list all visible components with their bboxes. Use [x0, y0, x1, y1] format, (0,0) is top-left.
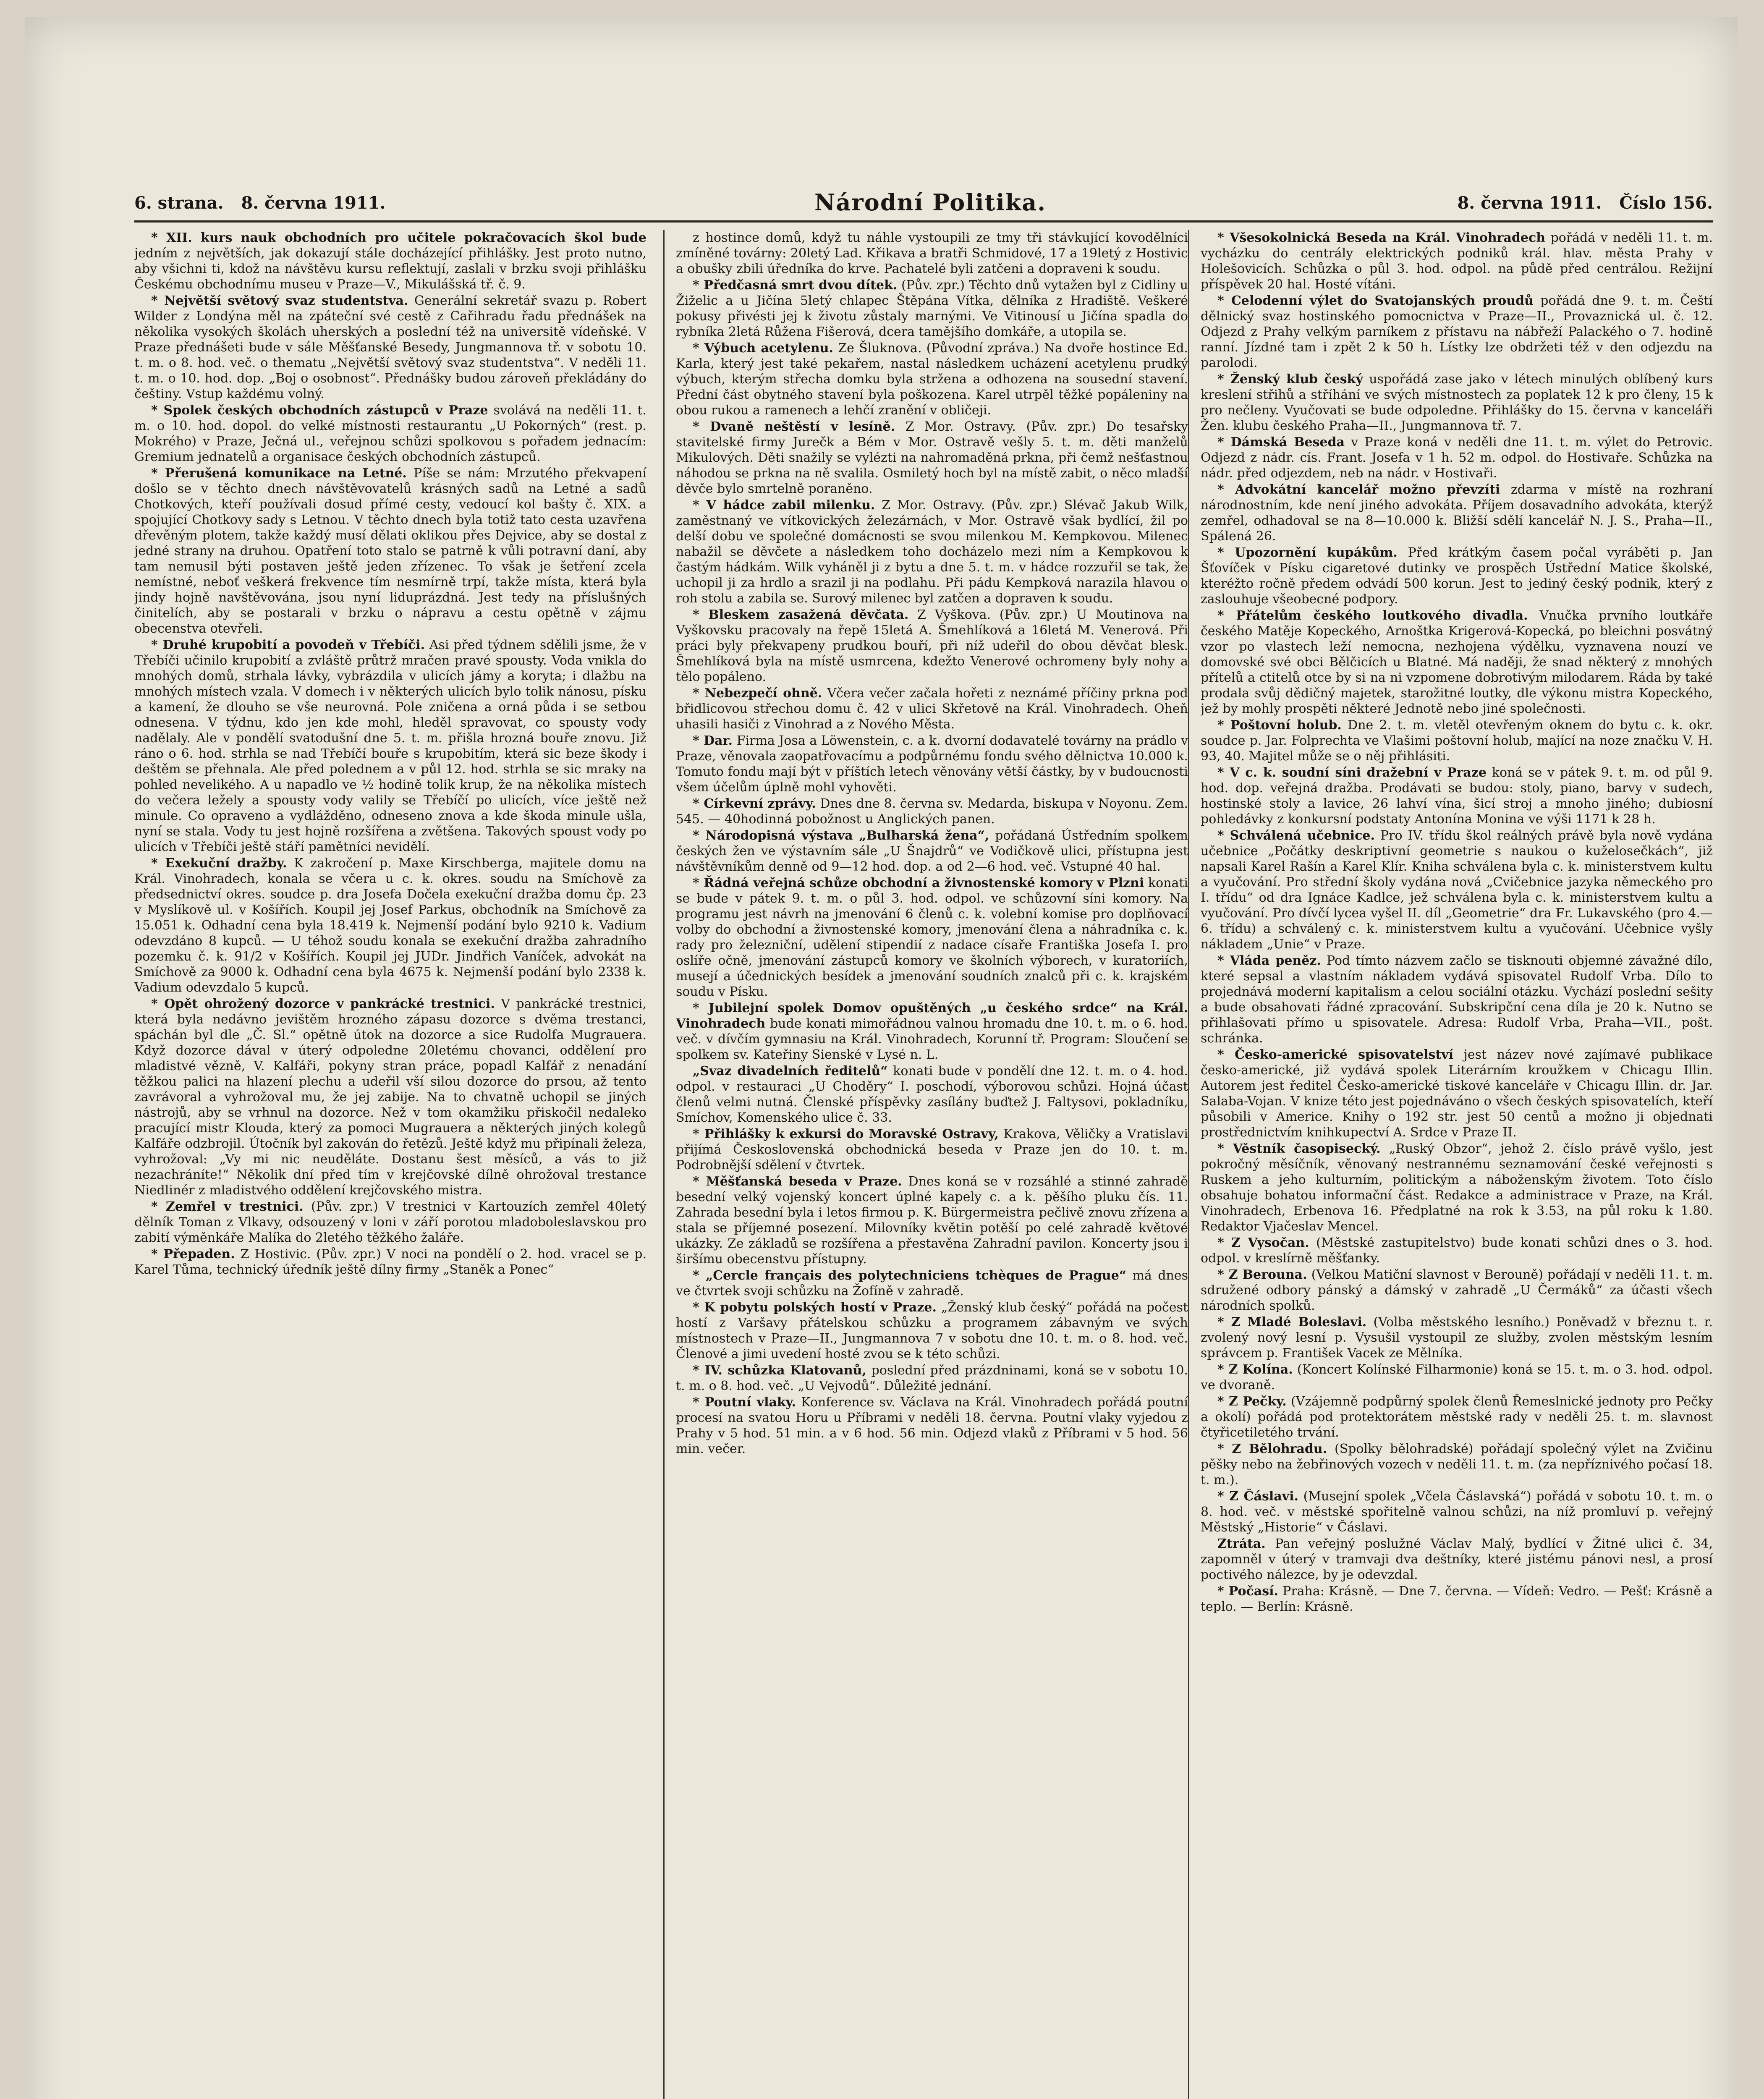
news-body: konati bude v pondělí dne 12. t. m. o 4. hod. odpol. v restauraci „U Choděry“ I. poschodí, výborovou schůzi. Hojná účast členů velmi nutná. Členské příspěvky zasílány buďtež J. Faltysovi, pokladníku, Smíchov, Komenského ulice č. 33. — [676, 1064, 1188, 1125]
news-body: (Volba městského lesního.) Poněvadž v březnu t. r. zvolený nový lesní p. Vysušil vystoupil ze služby, zvolen městským lesním správcem p. František Vacek ze Mělníka. — [1201, 1315, 1713, 1361]
news-body: pořádá dne 9. t. m. Čeští dělnický svaz hostinského pomocnictva v Praze—II., Provaznická ul. č. 12. Odjezd z Prahy velkým parníkem z přístavu na nábřeží Palackého o 7. hodině ranní. Jízdné tam i zpět 2 k 50 h. Lístky lze obdržeti též v den odjezdu na parolodi. — [1201, 293, 1713, 370]
news-item — [676, 277, 1188, 340]
news-headline: * Opět ohrožený dozorce v pankrácké trestnici. — [151, 997, 495, 1011]
news-item — [676, 733, 1188, 795]
news-body: K zakročení p. Maxe Kirschberga, majitele domu na Král. Vinohradech, konala se včera u c. k. okres. soudu na Smíchově za předsednictví okres. soudce p. dra Josefa Dočela exekuční dražba domu čp. 23 v Myslíkově ul. v Košířích. Koupil jej Josef Parkus, obchodník na Smíchově za 15.051 k. Odhadní cena byla 18.419 k. Nejmenší podání bylo 9210 k. Vadium odevzdáno 8 kupců. — U téhož soudu konala se exekuční dražba zahradního pozemku č. k. 91/2 v Košířích. Koupil jej JUDr. Jindřich Vaníček, advokát na Smíchově za 9000 k. Odhadní cena byla 4675 k. Nejmenší podání bylo 2338 k. Vadium odevzdalo 5 kupců. — [134, 856, 646, 995]
news-item — [1201, 293, 1713, 371]
page-number: 6. strana. — [134, 193, 224, 213]
news-item — [676, 1000, 1188, 1063]
news-headline: * Česko-americké spisovatelství — [1217, 1047, 1454, 1062]
news-body: Pan veřejný poslužné Václav Malý, bydlící v Žitné ulici č. 34, zapomněl v úterý v tramvaji dva deštníky, které jistému pánovi nesl, a prosí poctivého nálezce, by je odevzdal. — [1201, 1536, 1713, 1582]
news-headline: „Svaz divadelních ředitelů“ — [693, 1064, 888, 1078]
column-2 — [676, 230, 1188, 2099]
news-item — [134, 403, 646, 465]
news-item — [676, 796, 1188, 827]
news-item — [134, 1199, 646, 1246]
news-body: „Ruský Obzor“, jehož 2. číslo právě vyšlo, jest pokročný měsíčník, věnovaný nestrannému seznamování české veřejnosti s Ruskem a jeho kulturním, politickým a náboženským životem. Toto číslo obsahuje bohatou informační část. Redakce a administrace v Praze, na Král. Vinohradech, Erbenova 16. Předplatné na rok k 3.53, na půl roku k 1.80. Redaktor Vjačeslav Mencel. — [1201, 1141, 1713, 1234]
news-headline: * Nebezpečí ohně. — [693, 686, 822, 701]
news-body: Krakova, Věličky a Vratislavi přijímá Československá obchodnická beseda v Praze jen do 10. t. m. Podrobnější sdělení v čtvrtek. — [676, 1127, 1188, 1173]
news-headline: * Poutní vlaky. — [693, 1395, 796, 1410]
news-item — [676, 497, 1188, 606]
news-body: pořádaná Ústředním spolkem českých žen ve výstavním sále „U Šnajdrů“ ve Vodičkově ulici, přístupna jest návštěvníkům denně od 9—12 hod. dop. a od 2—6 hod. več. Vstupné 40 hal. — [676, 828, 1188, 874]
news-item — [1201, 1314, 1713, 1361]
news-headline: * Upozornění kupákům. — [1217, 545, 1398, 560]
news-headline: * Schválená učebnice. — [1217, 828, 1375, 843]
news-headline: * Přepaden. — [151, 1247, 235, 1261]
news-headline: * Bleskem zasažená děvčata. — [693, 607, 909, 622]
news-headline: * Z Bělohradu. — [1217, 1442, 1327, 1456]
news-body: (Koncert Kolínské Filharmonie) koná se 15. t. m. o 3. hod. odpol. ve dvoraně. — [1201, 1362, 1713, 1392]
news-headline: * Měšťanská beseda v Praze. — [693, 1174, 902, 1189]
news-headline: * Z Pečky. — [1217, 1394, 1287, 1409]
news-body: Pod tímto názvem začlo se tisknouti objemné závažné dílo, které sepsal a vlastním nákladem vydává spisovatel Rudolf Vrba. Dílo to projednává moderní kapitalism a celou sociální otázku. Vychází poslední sešity a bude obsahovati řádné zpracování. Subskripční cena díla je 20 k. Nutno se přihlašovati přímo u spisovatele. Adresa: Rudolf Vrba, Praha—VII., pošt. schránka. — [1201, 953, 1713, 1046]
news-item — [134, 230, 646, 292]
issue-number: Číslo 156. — [1619, 193, 1713, 213]
news-body: zdarma v místě na rozhraní národnostním, kde není jiného advokáta. Příjem dosavadního advokáta, kterýž zemřel, odhadoval se na 8—10.000 k. Bližší sdělí kancelář N. J. S., Praha—II., Spálená 26. — [1201, 482, 1713, 544]
news-body: Píše se nám: Mrzutého překvapení došlo se v těchto dnech návštěvovatelů krásných sadů na Letné a sadů Chotkových, kteří používali dosud přímé cesty, vedoucí kol bašty č. XIX. a spojující Chotkovy sady s Letnou. V těchto dnech byla totiž tato cesta uzavřena dřevěným plotem, takže každý musí dělati oklikou přes Dejvice, aby se dostal z jedné strany na druhou. Opatření toto stalo se patrně k vůli potravní daní, aby tam nemusil býti postaven ještě jeden zřízenec. To však je šetření zcela nemístné, neboť veškerá frekvence tím nesmírně trpí, takže místa, která byla jindy hojně navštěvována, jsou nyní liduprázdná. Jest tedy na příslušných činitelích, aby se postarali v brzku o nápravu a cestu opětně v zájmu obecenstva otevřeli. — [134, 466, 646, 636]
news-item — [1201, 765, 1713, 827]
news-body: svolává na neděli 11. t. m. o 10. hod. dopol. do velké místnosti restaurantu „U Pokorných“ (rest. p. Mokrého) v Praze, Ječná ul., veřejnou schůzi spolkovou s pořadem jednacím: Gremium jednatelů a organisace českých obchodních zástupců. — [134, 403, 646, 464]
news-body: pořádá v neděli 11. t. m. vycházku do centrály elektrických podniků král. hlav. města Prahy v Holešovicích. Schůzka o půl 3. hod. odpol. na půdě před centrálou. Režijní příspěvek 20 hal. Hosté vítáni. — [1201, 230, 1713, 292]
page-header — [134, 185, 1713, 218]
news-headline: * Počasí. — [1217, 1584, 1278, 1599]
news-item — [676, 340, 1188, 418]
news-body: Praha: Krásně. — Dne 7. června. — Vídeň: Vedro. — Pešť: Krásně a teplo. — Berlín: Krásně. — [1201, 1584, 1713, 1614]
news-headline: * Z Mladé Boleslavi. — [1217, 1315, 1367, 1330]
news-headline: * IV. schůzka Klatovanů, — [693, 1363, 866, 1378]
news-item — [1201, 545, 1713, 607]
news-headline: * Všesokolnická Beseda na Král. Vinohradech — [1217, 230, 1546, 245]
news-body: (Velkou Matiční slavnost v Berouně) pořádají v neděli 11. t. m. sdružené odbory pánský a dámský v zahradě „U Čermáků“ za účasti všech národních spolků. — [1201, 1267, 1713, 1313]
news-headline: * Největší světový svaz studentstva. — [151, 293, 408, 308]
news-headline: * Dar. — [693, 733, 733, 748]
news-body: Asi před týdnem sdělili jsme, že v Třebíči učinilo krupobití a zvláště průtrž mračen pravé spousty. Voda vnikla do mnohých domů, strhala lávky, vybrázdila v ulicích jámy a koryta; i dlažbu na mnohých místech vzala. V domech i v některých ulicích bylo tolik nánosu, písku a kamení, že dlouho se vše neurovná. Pole zničena a orná půda i se setbou odnesena. V týdnu, kdo jen kde mohl, hleděl spravovat, co spousty vody nadělaly. Ale v pondělí svatodušní dne 5. t. m. přišla hrozná bouře znovu. Již ráno o 6. hod. strhla se nad Třebíčí bouře s krupobitím, která sic beze škody i deštěm se přehnala. Ale před polednem a v půl 12. hod. strhla se sic mraky na pohled nevelikého. A u napadlo ve ½ hodině tolik krup, že na několika místech do večera ležely a spousty vody valily se Třebíčí po ulicích, více ještě než minule. Co opraveno a vydlážděno, odneseno znova a kde škoda minule ušla, nyní se stala. Vody tu jest hojně rozšířena a zvětšena. Takových spoust vody po ulicích v Třebíči ještě stáří pamětníci nevidělí. — [134, 638, 646, 854]
news-body: Z Vyškova. (Pův. zpr.) U Moutinova na Vyškovsku pracovaly na řepě 15letá A. Šmehlíková a 16letá M. Venerová. Při práci byly překvapeny prudkou bouří, při níž udeřil do obou děvčat blesk. Šmehlíková byla na místě usmrcena, kdežto Venerové ochromeny byly nohy a tělo popáleno. — [676, 607, 1188, 684]
news-headline: * Výbuch acetylenu. — [693, 341, 833, 356]
news-body: Ze Šluknova. (Původní zpráva.) Na dvoře hostince Ed. Karla, který jest také pekařem, nastal následkem ucházení acetylenu prudký výbuch, kterým střecha domku byla stržena a odhozena na sousední stavení. Přední část obytného stavení byla poškozena. Karel utrpěl těžké popáleniny na obou rukou a ramenech a lehčí zranění v obličeji. — [676, 341, 1188, 418]
news-headline: * Předčasná smrt dvou dítek. — [693, 278, 898, 293]
news-item — [676, 1363, 1188, 1394]
news-item — [676, 419, 1188, 497]
news-headline: * K pobytu polských hostí v Praze. — [693, 1300, 937, 1315]
news-body: (Vzájemně podpůrný spolek členů Řemeslnické jednoty pro Pečky a okolí) pořádá pod protektorátem městské rady v neděli 25. t. m. slavnost čtyřicetiletého trvání. — [1201, 1394, 1713, 1440]
news-item — [676, 828, 1188, 874]
header-date-right: 8. června 1911. — [1457, 193, 1602, 213]
news-body: V pankrácké trestnici, která byla nedávno jevištěm hrozného zápasu dozorce s dvěma trestanci, spáchán byl dle „Č. Sl.“ opětně útok na dozorce a sice Rudolfa Mugrauera. Když dozorce dával v úterý odpoledne 20letému chovanci, oddělení pro mladistvé vězně, V. Kalfáři, pokyny stran práce, popadl Kalfář z nenadání těžkou palici na hlazení plechu a udeřil vší silou dozorce do prsou, až tento zavrávoral a vyhrožoval mu, že jej zabije. Na to chvatně uchopil se jiných nástrojů, aby se vrhnul na dozorce. Než v tom okamžiku přiskočil nedaleko pracující mistr Klouda, který za pomoci Mugrauera a některých jiných kolegů Kalfáře odzbrojil. Útočník byl zakován do řetězů. Ještě když mu připínali železa, vyhrožoval: „Vy mi nic neuděláte. Dostanu šest měsíců, a vás to již nezachráníte!“ Několik dní před tím v krejčovské dílně ohrožoval trestance Niedlinér z mladistvého oddělení krejčovského mistra. — [134, 997, 646, 1198]
news-headline: * Celodenní výlet do Svatojanských proudů — [1217, 293, 1534, 308]
news-item — [676, 1063, 1188, 1125]
newspaper-title: Národní Politika. — [814, 189, 1047, 216]
news-headline: * Ženský klub český — [1217, 372, 1363, 387]
news-item — [1201, 1047, 1713, 1140]
news-item — [1201, 1362, 1713, 1393]
news-headline: * Jubilejní spolek Domov opuštěných „u českého srdce“ na Král. Vinohradech — [676, 1001, 1188, 1031]
column-divider — [1188, 230, 1189, 2099]
news-item — [1201, 608, 1713, 717]
news-body: konati se bude v pátek 9. t. m. o půl 3. hod. odpol. ve schůzovní síni komory. Na programu jest návrh na jmenování 6 členů c. k. volební komise pro doplňovací volby do obchodní a živnostenské komory, jmenování člena a náhradníka c. k. rady pro železniční, udělení stipendií z nadace císaře Františka Josefa I. pro oslíře očně, jmenování zástupců komory ve školních výborech, v kuratoriích, musejí a účednických besídek a jmenování soudních znalců při c. k. krajském soudu v Písku. — [676, 876, 1188, 999]
news-headline: * Národopisná výstava „Bulharská žena“, — [693, 828, 989, 843]
news-body: jedním z největších, jak dokazují stále docházející přihlášky. Jest proto nutno, aby všichni ti, kdož na návštěvu kursu reflektují, zaslali v brzku svoji přihlášku Českému obchodnímu museu v Praze—V., Mikulášská tř. č. 9. — [134, 246, 646, 292]
news-body: Dnes koná se v rozsáhlé a stinné zahradě besední velký vojenský koncert úplné kapely c. a k. pěšího pluku čís. 11. Zahrada besední byla i letos firmou p. K. Bürgermeistra pečlivě znovu zřízena a stala se příjemné posezení. Milovníky květin potěší po celé zahradě květové ukázky. Ze základů se rozšířena a přestavěna Zahradní pavilon. Koncerty jsou i širšímu obecenstvu přístupny. — [676, 1174, 1188, 1267]
news-body: Generální sekretář svazu p. Robert Wilder z Londýna měl na zpáteční své cestě z Cařihradu řadu přednášek na několika vysokých školách uherských a poslední též na universitě vídeňské. V Praze přednášeti bude v sále Měšťanské Besedy, Jungmannova tř. v sobotu 10. t. m. o 8. hod. več. o thematu „Největší světový svaz studentstva“. V neděli 11. t. m. o 10. hod. dop. „Boj o osobnost“. Přednášky budou zároveň překládány do češtiny. Vstup každému volný. — [134, 293, 646, 401]
news-item — [676, 1395, 1188, 1457]
news-headline: * „Cercle français des polytechniciens tchèques de Prague“ — [693, 1268, 1127, 1283]
news-item — [1201, 1267, 1713, 1314]
news-item — [1201, 717, 1713, 764]
news-item — [676, 686, 1188, 732]
news-body: Konference sv. Václava na Král. Vinohradech pořádá poutní procesí na svatou Horu u Příbrami v neděli 18. června. Poutní vlaky vyjedou z Prahy v 5 hod. 51 min. a v 6 hod. 56 min. Odjezd vlaků z Příbrami v 5 hod. 56 min. večer. — [676, 1395, 1188, 1456]
news-item — [676, 1300, 1188, 1362]
news-item — [676, 1126, 1188, 1173]
news-headline: * Dvaně neštěstí v lesíně. — [693, 419, 895, 434]
news-body: (Pův. zpr.) V trestnici v Kartouzích zemřel 40letý dělník Toman z Vlkavy, odsouzený v loni v září porotou mladoboleslavskou pro zabití výměnkáře Malíka do 2letého těžkého žaláře. — [134, 1199, 646, 1245]
news-headline: * Spolek českých obchodních zástupců v Praze — [151, 403, 488, 418]
news-item — [676, 230, 1188, 277]
news-headline: * Přihlášky k exkursi do Moravské Ostravy, — [693, 1127, 999, 1141]
news-headline: * Advokátní kancelář možno převzíti — [1217, 482, 1500, 497]
column-1 — [134, 230, 646, 2099]
news-headline: * Exekuční dražby. — [151, 856, 287, 871]
news-headline: * Z Vysočan. — [1217, 1235, 1309, 1250]
news-item — [134, 856, 646, 995]
news-body: bude konati mimořádnou valnou hromadu dne 10. t. m. o 6. hod. več. v dívčím gymnasiu na Král. Vinohradech, Korunní tř. Program: Sloučení se spolkem sv. Kateřiny Sienské v Lysé n. L. — [676, 1016, 1188, 1062]
news-body: Z Mor. Ostravy. (Pův. zpr.) Do tesařsky stavitelské firmy Jurečk a Bém v Mor. Ostravě vešly 5. t. m. děti manželů Mikulových. Děti snažily se vylézti na nahromaděná prkna, při čemž nešťastnou náhodou se prkna na ně svalila. Osmiletý hoch byl na místě zabit, o něco mladší děvče bylo smrtelně poraněno. — [676, 419, 1188, 496]
news-item — [134, 466, 646, 636]
news-body: Dnes dne 8. června sv. Medarda, biskupa v Noyonu. Zem. 545. — 40hodinná pobožnost u Anglických panen. — [676, 796, 1188, 827]
news-item — [1201, 372, 1713, 434]
news-body: Vnučka prvního loutkáře českého Matěje Kopeckého, Arnoštka Krigerová-Kopecká, po bleichni posvátný vzor po vlastech leží nemocna, nezhojena výdělku, vyznavena nouzí ve domovské své obci Bělčicích u Blatné. Má naději, že snad některý z mnohých přítelů a ctitelů otce by si na ni vzpomene dobrotivým milodarem. Ráda by také prodala svůj dědičný majetek, starožitné loutky, dle výkonu mistra Kopeckého, jež by mohly prospěti některé Jednotě nebo jiné společnosti. — [1201, 608, 1713, 716]
news-body: koná se v pátek 9. t. m. od půl 9. hod. dop. veřejná dražba. Prodávati se budou: stoly, piano, barvy v sudech, hostinské stoly a lavice, 26 lahví vína, šicí stroj a mnoho jiného; dubiosní pohledávky z konkursní podstaty Antonína Monina ve výši 1171 k 28 h. — [1201, 765, 1713, 827]
news-body: v Praze koná v neděli dne 11. t. m. výlet do Petrovic. Odjezd z nádr. cís. Frant. Josefa v 1 h. 52 m. odpol. do Hostivaře. Schůzka na nádr. před odjezdem, neb na nádr. v Hostivaři. — [1201, 435, 1713, 481]
news-body: (Spolky bělohradské) pořádají společný výlet na Zvičinu pěšky nebo na žebřinových vozech v neděli 11. t. m. (za nepříznivého počasí 18. t. m.). — [1201, 1442, 1713, 1487]
news-headline: * Poštovní holub. — [1217, 718, 1342, 733]
news-item — [676, 607, 1188, 685]
news-headline: * Přerušená komunikace na Letné. — [151, 466, 407, 481]
news-item — [134, 996, 646, 1198]
header-date-left: 8. června 1911. — [241, 193, 386, 213]
header-left — [134, 193, 385, 213]
news-item — [1201, 482, 1713, 544]
news-body: poslední před prázdninami, koná se v sobotu 10. t. m. o 8. hod. več. „U Vejvodů“. Důležité jednání. — [676, 1363, 1188, 1393]
news-body: uspořádá zase jako v létech minulých oblíbený kurs kreslení střihů a stříhání ve svých místnostech za poplatek 12 k pro členy, 15 k pro nečleny. Vyučovati se bude odpoledne. Přihlášky do 15. června v kanceláři Žen. klubu českého Praha—II., Jungmannova tř. 7. — [1201, 372, 1713, 433]
news-headline: * Z Kolína. — [1217, 1362, 1293, 1377]
news-item — [1201, 1141, 1713, 1234]
column-divider — [663, 230, 665, 2099]
news-body: (Pův. zpr.) Těchto dnů vytažen byl z Cidliny u Žiželic a u Jičína 5letý chlapec Štěpána Vítka, dělníka z Hradiště. Veškeré pokusy přivésti jej k životu zůstaly marnými. Ve Vitinousí u Jičína spadla do rybníka 2letá Růžena Fišerová, dcera tamějšího domkáře, a utopila se. — [676, 278, 1188, 339]
news-body: „Ženský klub český“ pořádá na počest hostí z Varšavy přátelskou schůzku a programem zábavným ve svých místnostech v Praze—II., Jungmannova 7 v sobotu dne 10. t. m. o 8. hod. več. Členové a jimi uvedení hosté zvou se k této schůzi. — [676, 1300, 1188, 1361]
news-body: Dne 2. t. m. vletěl otevřeným oknem do bytu c. k. okr. soudce p. Jar. Folprechta ve Vlašimi poštovní holub, mající na noze značku V. H. 93, 40. Majitel může se o něj přihlásiti. — [1201, 718, 1713, 764]
news-item — [134, 1246, 646, 1277]
news-body: (Musejní spolek „Včela Čáslavská“) pořádá v sobotu 10. t. m. o 8. hod. več. v městské spořitelně valnou schůzi, na níž promluví p. veřejný Městský „Historie“ v Čáslavi. — [1201, 1489, 1713, 1535]
news-item — [134, 637, 646, 855]
news-headline: * Z Čáslavi. — [1217, 1489, 1298, 1504]
news-body: Z Mor. Ostravy. (Pův. zpr.) Slévač Jakub Wilk, zaměstnaný ve vítkovických železárnách, v Mor. Ostravě však bydlící, žil po delší dobu ve společné domácnosti se svou milenkou M. Kempkovou. Milenec nabažil se děvčete a následkem toho docházelo mezi ním a Kempkovou k častým hádkám. Wilk vyháněl ji z bytu a dne 5. t. m. v hádce rozzuřil se tak, že uchopil ji za hrdlo a srazil ji na podlahu. Při pádu Kempková narazila hlavou o roh stolu a zabila se. Surový milenec byl zatčen a dopraven k soudu. — [676, 498, 1188, 606]
news-body: (Městské zastupitelstvo) bude konati schůzi dnes o 3. hod. odpol. v kreslírně měšťanky. — [1201, 1235, 1713, 1266]
news-item — [1201, 1536, 1713, 1583]
news-item — [1201, 1235, 1713, 1266]
header-rule — [134, 220, 1713, 222]
news-body: Z Hostivic. (Pův. zpr.) V noci na pondělí o 2. hod. vracel se p. Karel Tůma, technický úředník ještě dílny firmy „Staněk a Ponec“ — [134, 1247, 646, 1277]
news-headline: * V c. k. soudní síni dražební v Praze — [1217, 765, 1487, 780]
news-headline: * Církevní zprávy. — [693, 796, 816, 811]
news-item — [1201, 230, 1713, 292]
news-item — [1201, 1441, 1713, 1488]
news-body: Pro IV. třídu škol reálných právě byla nově vydána učebnice „Počátky deskriptivní geometrie s naukou o kuželosečkách“, již napsali Karel Rašín a Karel Klír. Kniha schválena byla c. k. ministerstvem kultu a vyučování. Pro střední školy vydána nová „Cvičebnice jazyka německého pro I. třídu“ od dra Ignáce Kadlce, jež schválena byla c. k. ministerstvem kultu a vyučování. Pro dívčí lycea vyšel II. díl „Geometrie“ dra Fr. Lukavského (pro 4.—6. třídu) a schválený c. k. ministerstvem kultu a vyučování. Učebnice vyšly nákladem „Unie“ v Praze. — [1201, 828, 1713, 952]
news-item — [1201, 828, 1713, 952]
news-item — [1201, 1583, 1713, 1615]
news-body: jest název nové zajímavé publikace česko-americké, již vydává spolek Literárním kroužkem v Chicagu Illin. Autorem jest ředitel Česko-americké tiskové kanceláře v Chicagu Illin. dr. Jar. Salaba-Vojan. V knize této jest pojednáváno o všech českých spisovatelích, kteří působili v Americe. Knihy o 192 str. jest 50 centů a možno ji objednati prostřednictvím knihkupectví A. Srdce v Praze II. — [1201, 1047, 1713, 1140]
news-headline: * V hádce zabil milenku. — [693, 498, 875, 513]
news-item — [676, 875, 1188, 1000]
news-body: Před krátkým časem počal vyráběti p. Jan Šťovíček v Písku cigaretové dutinky ve prospěch Ústřední Matice školské, kteréžto ročně předem odvádí 500 korun. Jest to jediný český podnik, který z zaslouhuje všeobecné podpory. — [1201, 545, 1713, 607]
news-body: má dnes ve čtvrtek svoji schůzku na Žofíně v zahradě. — [676, 1268, 1188, 1298]
news-item — [1201, 953, 1713, 1046]
news-item — [1201, 434, 1713, 481]
news-headline: Ztráta. — [1217, 1536, 1266, 1551]
news-body: z hostince domů, když tu náhle vystoupili ze tmy tři stávkující kovodělníci zmíněné továrny: 20letý Lad. Křikava a bratři Schmidové, 17 a 19letý z Hostivic a obušky zbili úředníka do krve. Pachatelé byli zatčeni a dopraveni k soudu. — [676, 230, 1188, 276]
news-headline: * Přátelům českého loutkového divadla. — [1217, 608, 1528, 623]
news-headline: * Zemřel v trestnici. — [151, 1199, 304, 1214]
news-body: Včera večer začala hořeti z neznámé příčiny prkna pod břidlicovou střechou domu č. 42 v ulici Skřetově na Král. Vinohradech. Oheň uhasili hasiči z Vinohrad a z Nového Města. — [676, 686, 1188, 732]
news-item — [1201, 1394, 1713, 1440]
news-headline: * Věstník časopisecký. — [1217, 1141, 1381, 1156]
news-headline: * Vláda peněz. — [1217, 953, 1321, 968]
news-body: Firma Josa a Löwenstein, c. a k. dvorní dodavatelé továrny na prádlo v Praze, věnovala zaopatřovacímu a podpůrnému fondu svého dělnictva 10.000 k. Tomuto fondu mají být v příštích letech věnovány větší částky, by v budoucnosti všem účelům úplně mohl vyhověti. — [676, 733, 1188, 795]
news-headline: * Z Berouna. — [1217, 1267, 1307, 1282]
header-right — [1457, 193, 1713, 213]
column-3 — [1201, 230, 1713, 2099]
news-headline: * Řádná veřejná schůze obchodní a živnostenské komory v Plzni — [693, 876, 1144, 890]
news-headline: * Druhé krupobití a povodeň v Třebíči. — [151, 638, 425, 652]
news-item — [676, 1174, 1188, 1267]
news-headline: * Dámská Beseda — [1217, 435, 1345, 450]
news-item — [676, 1268, 1188, 1299]
news-item — [134, 293, 646, 402]
news-item — [1201, 1489, 1713, 1535]
news-headline: * XII. kurs nauk obchodních pro učitele pokračovacích škol bude — [151, 230, 646, 245]
